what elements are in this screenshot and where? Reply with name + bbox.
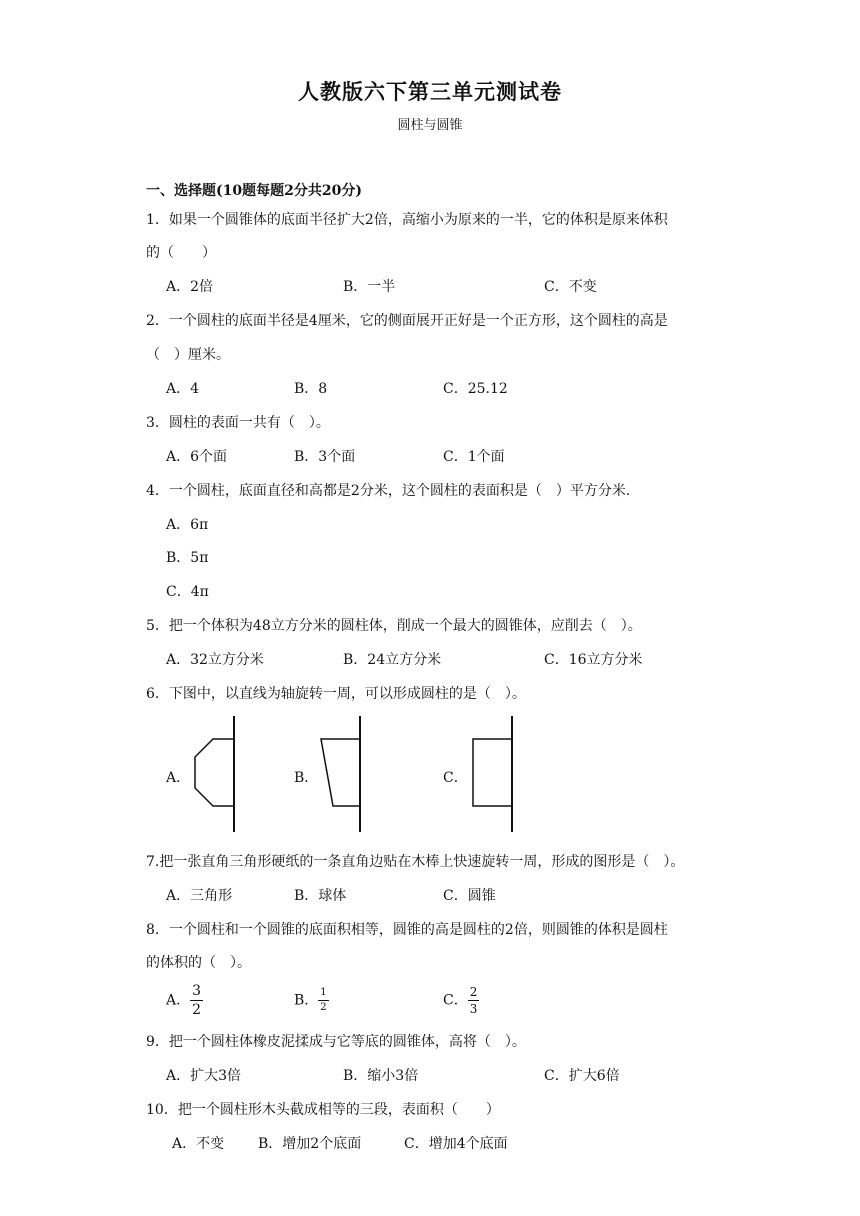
question-3-option-c: C．1个面 [443,449,505,465]
question-2-text: 2．一个圆柱的底面半径是4厘米，它的侧面展开正好是一个正方形，这个圆柱的高是 [146,313,668,329]
figure-b-trapezoid-shape [316,716,366,834]
question-1-option-b: B．一半 [343,279,396,295]
question-6-option-b: B． [294,770,319,786]
question-4-option-a: A．6π [166,517,209,533]
question-9-text: 9．把一个圆柱体橡皮泥揉成与它等底的圆锥体，高将（ ）。 [146,1034,526,1050]
question-2-option-a: A．4 [166,381,200,397]
question-7-option-b: B．球体 [294,888,347,904]
question-5-option-c: C．16立方分米 [544,652,643,668]
fraction-c-numerator: 2 [469,985,478,999]
question-5-option-b: B．24立方分米 [343,652,442,668]
question-8-option-c [443,986,479,1015]
question-3-text: 3．圆柱的表面一共有（ ）。 [146,415,330,431]
fraction-a-numerator: 3 [192,983,202,999]
question-9-option-c: C．扩大6倍 [544,1068,620,1084]
question-8-option-a [166,984,203,1017]
question-6-option-c: C． [443,770,468,786]
fraction-a [190,984,203,1017]
question-10-option-b: B．增加2个底面 [258,1136,362,1152]
fraction-c-denominator: 3 [469,1002,478,1016]
question-7-option-a: A．三角形 [166,888,233,904]
fraction-b [318,988,328,1013]
option-b-label: B． [294,992,319,1009]
figure-a-trapezoid-shape [190,716,240,834]
question-7-text: 7.把一张直角三角形硬纸的一条直角边贴在木棒上快速旋转一周，形成的图形是（ ）。 [146,854,685,870]
page-subtitle: 圆柱与圆锥 [397,118,463,133]
question-6-text: 6．下图中，以直线为轴旋转一周，可以形成圆柱的是（ ）。 [146,686,526,702]
section-heading: 一、选择题(10题每题2分共20分) [146,183,362,199]
fraction-b-numerator: 1 [320,987,327,998]
question-10-option-a: A．不变 [172,1136,225,1152]
question-1-option-a: A．2倍 [166,279,214,295]
question-10-option-c: C．增加4个底面 [404,1136,508,1152]
question-4-option-c: C．4π [166,584,209,600]
fraction-b-denominator: 2 [320,1002,327,1013]
figure-c-rectangle-shape [468,716,518,834]
question-7-option-c: C．圆锥 [443,888,496,904]
option-c-label: C． [443,992,468,1009]
question-5-option-a: A．32立方分米 [166,652,264,668]
question-4-text: 4．一个圆柱，底面直径和高都是2分米，这个圆柱的表面积是（ ）平方分米. [146,483,631,499]
question-3-option-a: A．6个面 [166,449,228,465]
question-8-option-b [294,988,329,1013]
question-9-option-b: B．缩小3倍 [343,1068,419,1084]
page-title: 人教版六下第三单元测试卷 [298,79,562,104]
question-5-text: 5．把一个体积为48立方分米的圆柱体，削成一个最大的圆锥体，应削去（ ）。 [146,618,642,634]
question-1-text: 1．如果一个圆锥体的底面半径扩大2倍，高缩小为原来的一半，它的体积是原来体积 [146,212,668,228]
question-4-option-b: B．5π [166,550,209,566]
question-9-option-a: A．扩大3倍 [166,1068,242,1084]
question-8-text: 8．一个圆柱和一个圆锥的底面积相等，圆锥的高是圆柱的2倍，则圆锥的体积是圆柱 [146,922,668,938]
question-2-option-c: C．25.12 [443,381,508,397]
fraction-c [468,986,480,1015]
question-6-option-a: A． [166,770,191,786]
question-10-text: 10．把一个圆柱形木头截成相等的三段，表面积（ ） [146,1102,500,1118]
question-8-text-cont: 的体积的（ ）。 [146,955,251,971]
question-3-option-b: B．3个面 [294,449,356,465]
question-1-option-c: C．不变 [544,279,597,295]
question-1-text-cont: 的（ ） [146,245,216,261]
question-2-text-cont: （ ）厘米。 [146,347,230,363]
fraction-a-denominator: 2 [192,1002,202,1018]
question-2-option-b: B．8 [294,381,328,397]
option-a-label: A． [166,992,191,1009]
